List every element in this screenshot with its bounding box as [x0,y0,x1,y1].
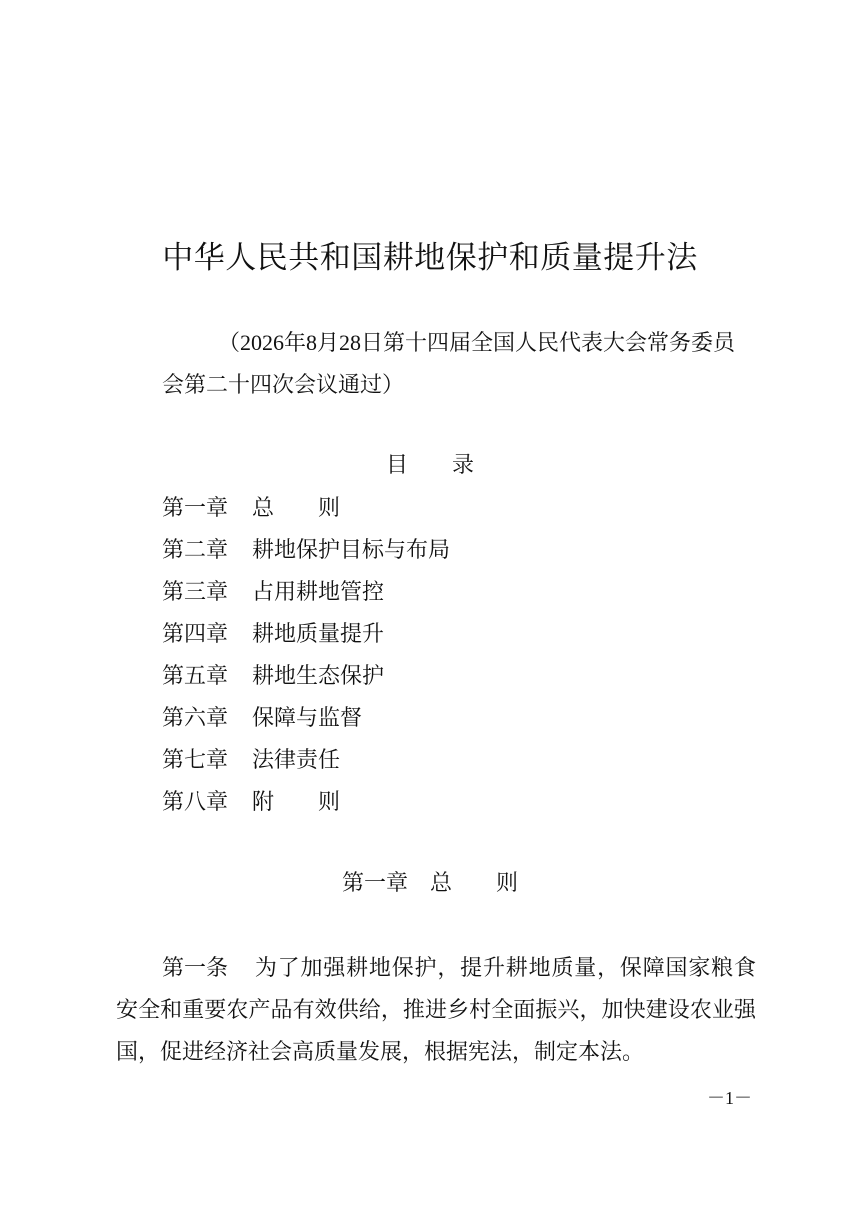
toc-item-number: 第三章 [162,580,229,605]
toc-item-number: 第七章 [162,748,229,773]
toc-item-title: 法律责任 [252,748,341,773]
adoption-note: （2026年8月28日第十四届全国人民代表大会常务委员会第二十四次会议通过） [162,330,736,397]
toc-item-title: 耕地质量提升 [252,622,385,647]
toc-item-number: 第八章 [162,790,229,815]
toc-heading-char-2: 录 [452,453,475,478]
toc-item-title: 耕地保护目标与布局 [252,538,451,563]
toc-item [162,530,450,572]
toc-item-number: 第二章 [162,538,229,563]
toc-item-title: 占用耕地管控 [252,580,385,605]
toc-item [162,572,450,614]
toc-item-number: 第五章 [162,664,229,689]
toc-item [162,698,450,740]
article-text: 为了加强耕地保护，提升耕地质量，保障国家粮食安全和重要农产品有效供给，推进乡村全面振兴，加快建设农业强国，促进经济社会高质量发展，根据宪法，制定本法。 [116,956,756,1065]
toc-item-title: 保障与监督 [252,706,363,731]
article-paragraph [116,948,756,1074]
toc-item [162,740,450,782]
toc-item-number: 第一章 [162,496,229,521]
toc-item [162,614,450,656]
page-number: －1－ [707,1088,752,1108]
chapter-heading [0,866,860,902]
law-title: 中华人民共和国耕地保护和质量提升法 [162,240,698,276]
toc-heading-char-1: 目 [385,453,408,478]
table-of-contents [162,488,450,824]
toc-item [162,488,450,530]
toc-item [162,782,450,824]
toc-item-title: 附 则 [252,790,341,815]
chapter-title: 总 则 [430,871,519,896]
article-number: 第一条 [162,956,229,981]
toc-item-number: 第四章 [162,622,229,647]
chapter-number: 第一章 [341,871,408,896]
toc-heading [0,448,860,484]
toc-item-number: 第六章 [162,706,229,731]
toc-item [162,656,450,698]
toc-item-title: 耕地生态保护 [252,664,385,689]
toc-item-title: 总 则 [252,496,341,521]
